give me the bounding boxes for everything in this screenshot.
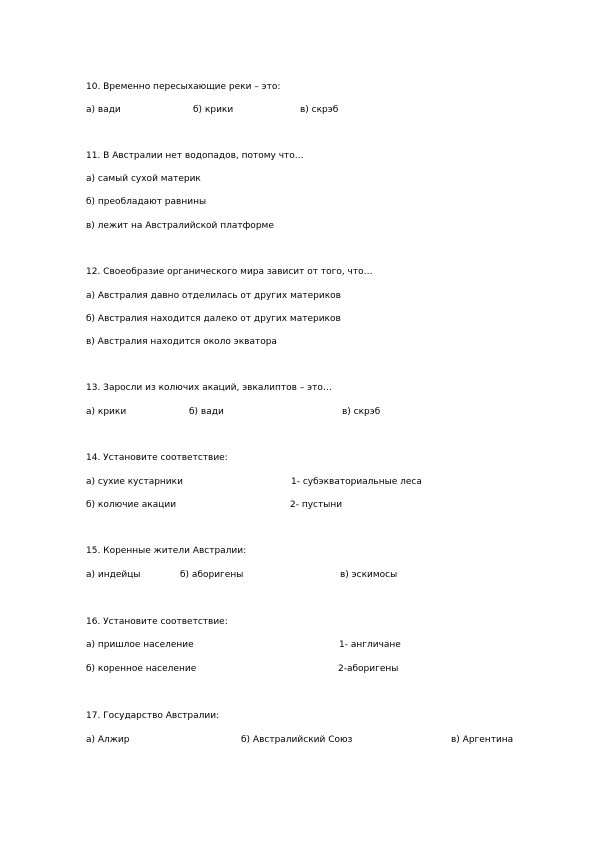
q13-option-c: в) скрэб: [342, 407, 381, 417]
q16-right-1: 1- англичане: [339, 640, 401, 650]
q11-option-b: б) преобладают равнины: [86, 197, 207, 207]
q16-left-a: а) пришлое население: [86, 640, 194, 650]
q17-option-c: в) Аргентина: [451, 735, 514, 745]
q15-option-b: б) аборигены: [180, 570, 244, 580]
q15-option-c: в) эскимосы: [340, 570, 398, 580]
q12-option-a: а) Австралия давно отделилась от других материков: [86, 291, 341, 301]
q14-left-b: б) колючие акации: [86, 500, 177, 510]
q14-right-2: 2- пустыни: [290, 500, 343, 510]
question-13: 13. Заросли из колючих акаций, эвкалиптов – это…: [86, 383, 332, 393]
q14-right-1: 1- субэкваториальные леса: [291, 477, 422, 487]
question-12: 12. Своеобразие органического мира зависит от того, что…: [86, 267, 373, 277]
q13-option-a: а) крики: [86, 407, 127, 417]
question-15: 15. Коренные жители Австралии:: [86, 546, 247, 556]
q11-option-a: а) самый сухой материк: [86, 174, 201, 184]
q10-option-c: в) скрэб: [300, 105, 339, 115]
q17-option-a: а) Алжир: [86, 735, 130, 745]
question-14: 14. Установите соответствие:: [86, 453, 228, 463]
q12-option-b: б) Австралия находится далеко от других материков: [86, 314, 341, 324]
q16-left-b: б) коренное население: [86, 664, 197, 674]
question-10: 10. Временно пересыхающие реки – это:: [86, 82, 281, 92]
q10-option-b: б) крики: [193, 105, 234, 115]
q10-option-a: а) вади: [86, 105, 121, 115]
q11-option-c: в) лежит на Австралийской платформе: [86, 221, 274, 231]
question-17: 17. Государство Австралии:: [86, 711, 220, 721]
question-16: 16. Установите соответствие:: [86, 617, 228, 627]
q16-right-2: 2-аборигены: [338, 664, 399, 674]
q17-option-b: б) Австралийский Союз: [241, 735, 353, 745]
q12-option-c: в) Австралия находится около экватора: [86, 337, 277, 347]
q13-option-b: б) вади: [189, 407, 224, 417]
question-11: 11. В Австралии нет водопадов, потому что…: [86, 151, 304, 161]
q15-option-a: а) индейцы: [86, 570, 141, 580]
q14-left-a: а) сухие кустарники: [86, 477, 183, 487]
